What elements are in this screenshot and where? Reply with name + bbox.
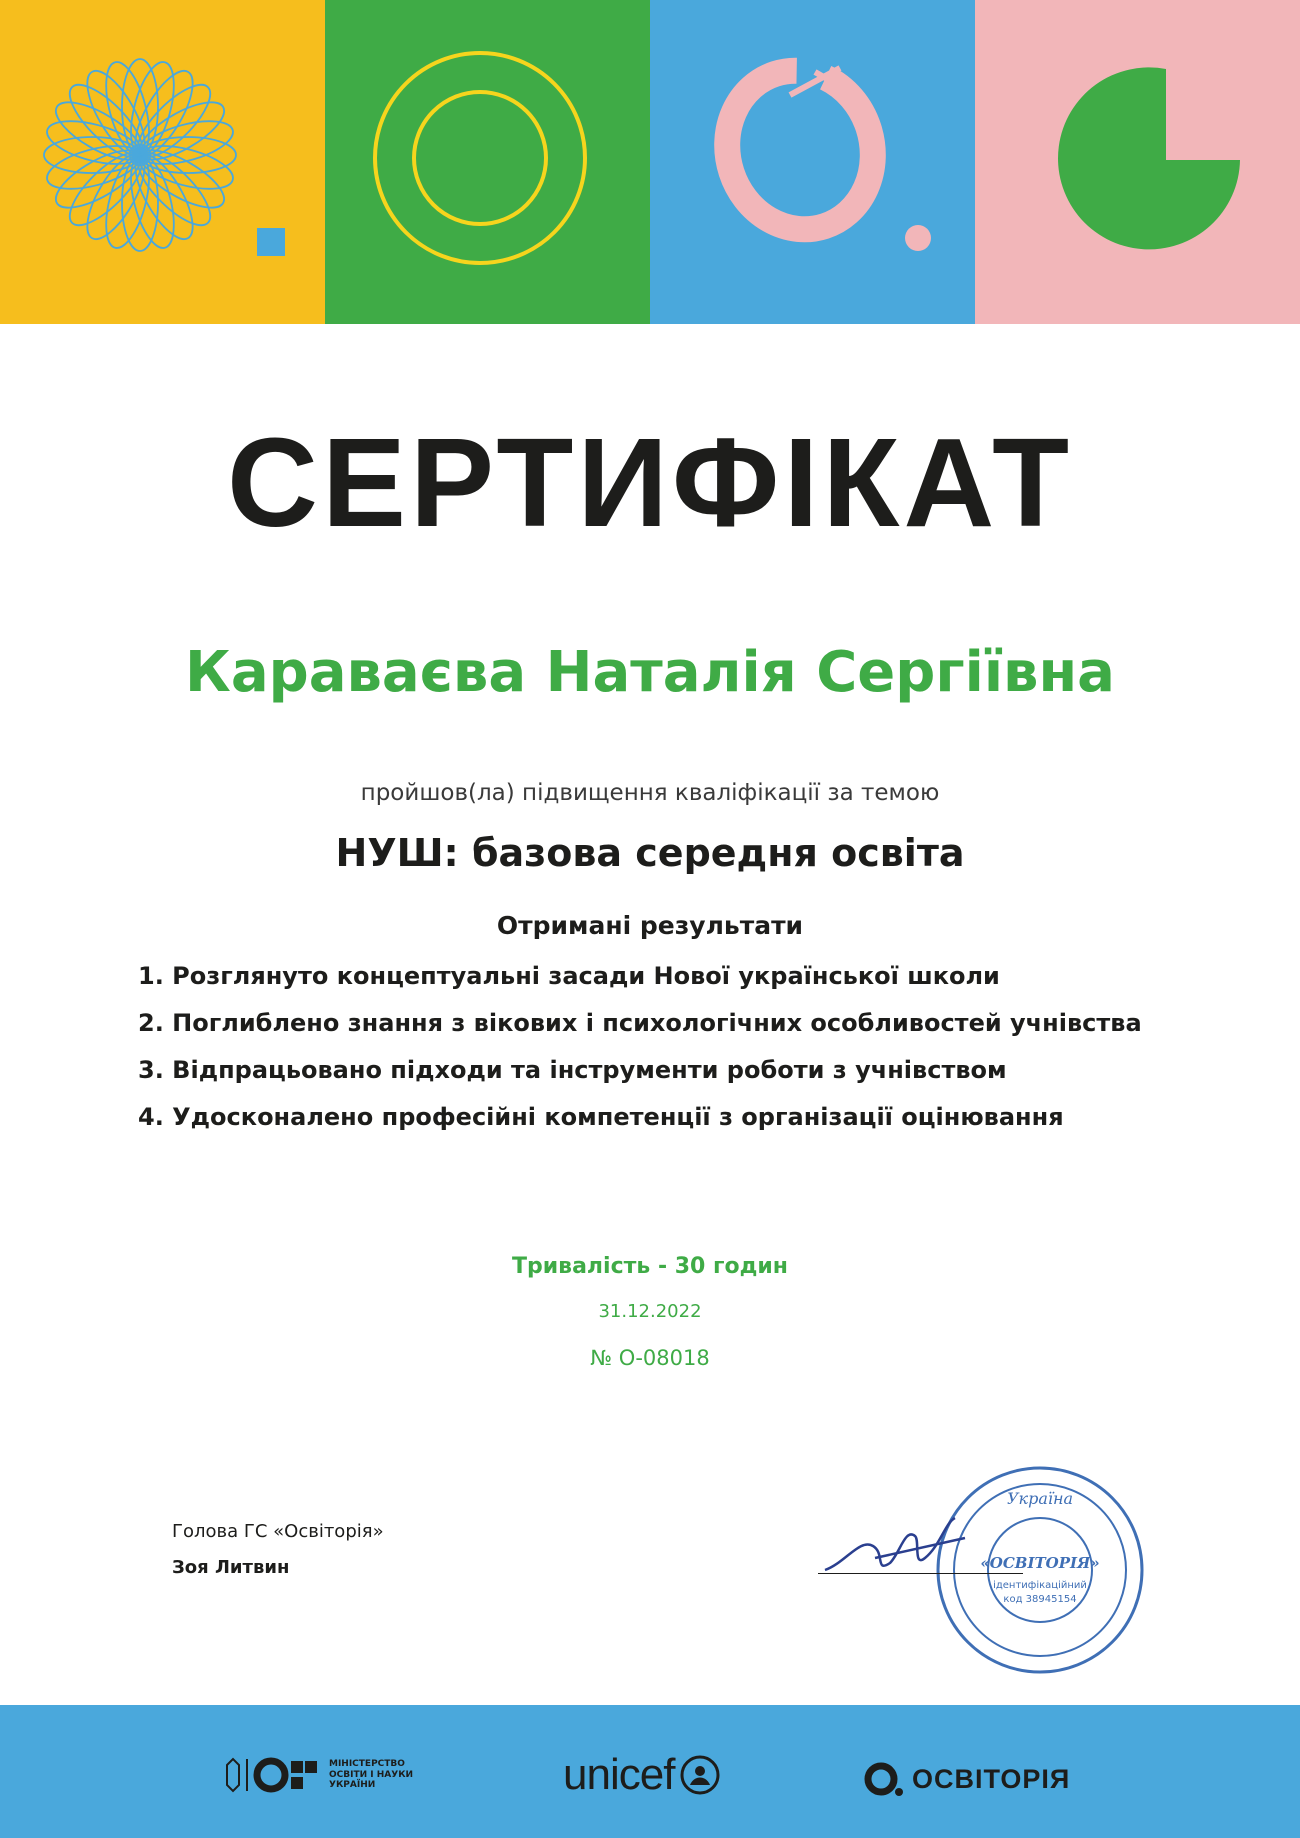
issue-date: 31.12.2022 [598,1301,702,1322]
results-heading: Отримані результати [496,911,804,940]
recipient-name: Караваєва Наталія Сергіївна [185,640,1115,705]
signature-line [818,1573,1023,1574]
result-item: 3. Відпрацьовано підходи та інструменти роботи з учнівством [138,1056,1007,1084]
unicef-label: unicef [563,1750,675,1799]
certificate-title: СЕРТИФІКАТ [226,412,1074,553]
sunflower-ring-icon [0,0,325,324]
osvitoria-o-icon [862,1758,904,1800]
ministry-label: МІНІСТЕРСТВО ОСВІТИ І НАУКИ УКРАЇНИ [329,1758,414,1791]
unicef-emblem-icon [678,1753,722,1797]
intro-text: пройшов(ла) підвищення кваліфікації за темою [360,780,940,806]
yellow-tile [0,0,325,324]
stamp-center-text: «ОСВІТОРІЯ» [980,1554,1100,1572]
signature-scribble [815,1508,995,1588]
pink-tile [975,0,1300,324]
stamp-top-text: Україна [1006,1489,1074,1508]
signer-role: Голова ГС «Освіторія» [172,1521,384,1542]
concentric-circles-icon [325,0,650,324]
green-tile [325,0,650,324]
result-item: 2. Поглиблено знання з вікових і психологічних особливостей учнівства [138,1009,1142,1037]
ministry-emblem-icon [225,1755,321,1795]
ministry-logo [225,1755,424,1795]
header-tiles [0,0,1300,324]
course-duration: Тривалість - 30 годин [511,1254,788,1279]
green-quarter-pie-icon [975,0,1300,324]
stamp-code-label: ідентифікаційний [993,1580,1087,1591]
brush-circle-icon [650,0,975,324]
results-list [138,964,1142,1152]
osvitoria-label: ОСВІТОРІЯ [912,1763,1071,1794]
course-topic: НУШ: базова середня освіта [335,831,965,875]
osvitoria-logo [862,1758,1070,1800]
unicef-logo [563,1750,722,1799]
signer-name: Зоя Литвин [172,1557,290,1578]
stamp-code: код 38945154 [1003,1594,1077,1605]
certificate-number: № О-08018 [590,1346,710,1370]
result-item: 1. Розглянуто концептуальні засади Нової української школи [138,962,1000,990]
blue-tile [650,0,975,324]
result-item: 4. Удосконалено професійні компетенції з організації оцінювання [138,1103,1064,1131]
